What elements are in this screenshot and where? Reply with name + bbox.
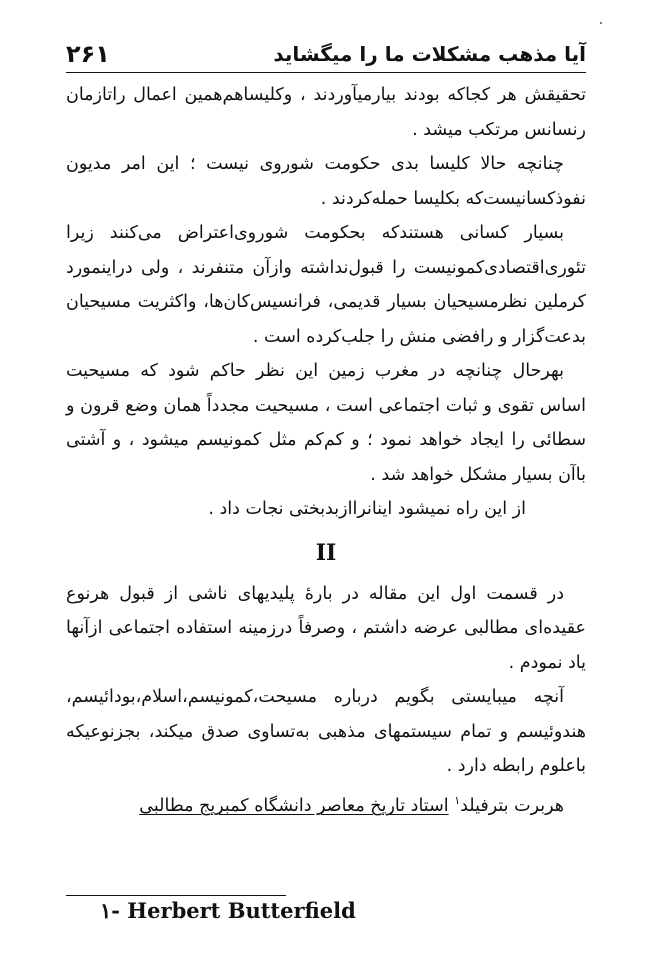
- paragraph: در قسمت اول این مقاله در بارهٔ پلیدیهای ناشی از قبول هرنوع عقیده‌ای مطالبی عرضه داشتم ، وصرفاً درزمینه استفاده اجتماعی ازآنها یاد نمودم .: [66, 583, 586, 673]
- paragraph: چنانچه حالا کلیسا بدی حکومت شوروی نیست ؛ این امر مدیون نفوذکسانیست‌که بکلیسا حمله‌کردند .: [66, 154, 586, 209]
- author-description: استاد تاریخ معاصر دانشگاه کمبریج مطالبی: [139, 795, 449, 816]
- running-title: آیا مذهب مشکلات ما را میگشاید: [273, 42, 586, 66]
- paragraph: بسیار کسانی هستندکه بحکومت شوروی‌اعتراض می‌کنند زیرا تئوری‌اقتصادی‌کمونیست را قبول‌نداشته وازآن متنفرند ، ولی در‌اینمورد کرملین نظرمسیحیان بسیار قدیمی، فرانسیس‌کان‌ها، واکثریت مسیحیان بدعت‌گزار و رافضی منش را جلب‌کرده است .: [66, 223, 586, 347]
- paragraph-continued: [66, 784, 586, 823]
- author-name: هربرت بترفیلد: [460, 795, 564, 816]
- paper-speck: [600, 22, 602, 24]
- section-heading: II: [315, 539, 337, 566]
- footnote-divider: [66, 895, 286, 896]
- paragraph: از این راه نمیشود اینانرااز‌بدبختی نجات داد .: [208, 499, 526, 519]
- body-text: [66, 78, 586, 823]
- footnote: ۱- Herbert Butterfield: [100, 898, 356, 923]
- footnote-marker: ۱: [454, 793, 461, 807]
- paragraph: آنچه میبایستی بگویم درباره مسیحت،کمونیسم،اسلام،بودائیسم، هندوئیسم و تمام سیستمهای مذهبی به‌تساوی صدق میکند، بجزنوعیکه باعلوم رابطه دارد .: [66, 687, 586, 776]
- page-number: ۲۶۱: [66, 40, 110, 68]
- paragraph: تحقیقش هر کجاکه بودند بیارمیآوردند ، وکلیساهم‌همین اعمال راتازمان رنسانس مرتکب میشد .: [66, 85, 586, 140]
- paragraph: بهرحال چنانچه در مغرب زمین این نظر حاکم شود که مسیحیت اساس تقوی و ثبات اجتماعی است ، مسیحیت مجدداً همان وضع قرون و سطائی را ایجاد خواهد نمود ؛ و کم‌کم مثل کمونیسم میشود ، و آشتی باآن بسیار مشکل خواهد شد .: [66, 361, 586, 485]
- page-header: [66, 36, 586, 73]
